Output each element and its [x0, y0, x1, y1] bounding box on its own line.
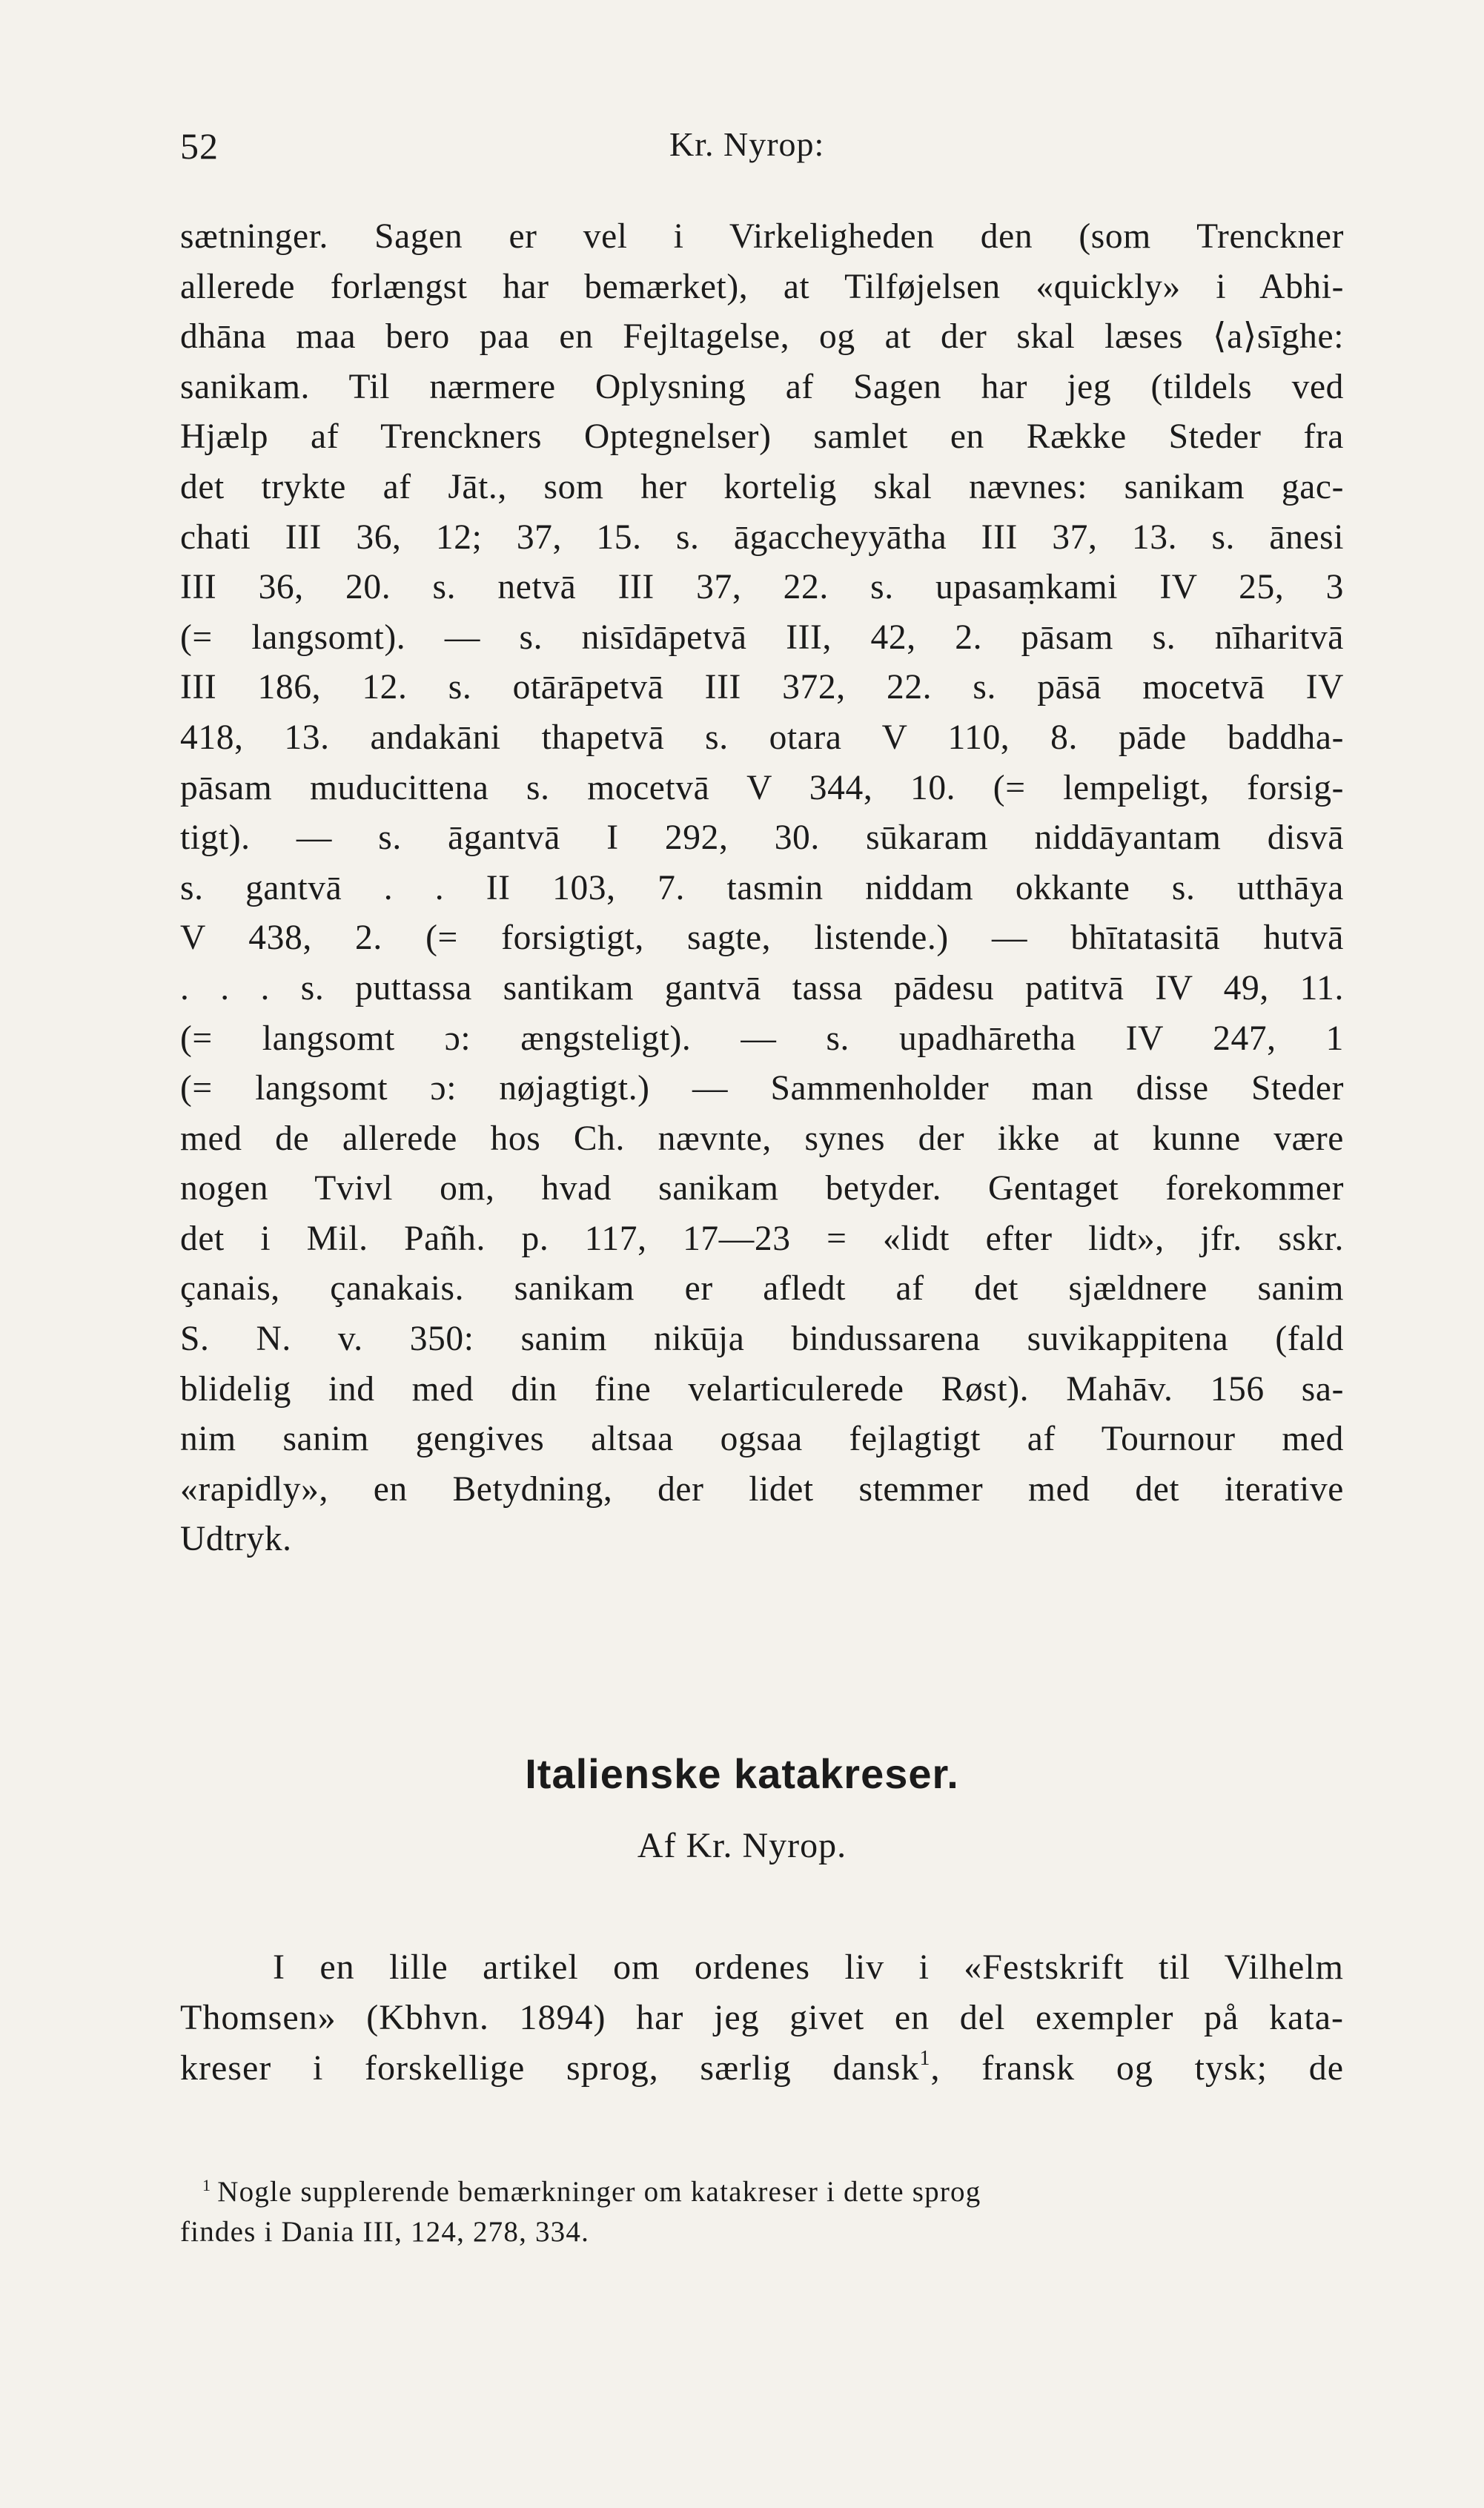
body-line: chati III 36, 12; 37, 15. s. āgaccheyyātha III 37, 13. s. ānesi — [180, 517, 1344, 557]
article-intro — [180, 1942, 1344, 2094]
running-head: Kr. Nyrop: — [669, 125, 825, 163]
intro-line: I en lille artikel om ordenes liv i «Festskrift til Vilhelm — [273, 1948, 1344, 1987]
body-line: det trykte af Jāt., som her kortelig skal nævnes: sanikam gac- — [180, 467, 1344, 506]
body-line: V 438, 2. (= forsigtigt, sagte, listende.) — bhītatasitā hutvā — [180, 919, 1344, 958]
footnote-text: Nogle supplerende bemærkninger om katakreser i dette sprog — [217, 2176, 981, 2208]
page-header — [180, 125, 1342, 176]
intro-line-tail: , fransk og tysk; de — [930, 2048, 1345, 2088]
body-line: tigt). — s. āgantvā I 292, 30. sūkaram niddāyantam disvā — [180, 818, 1344, 858]
page-number: 52 — [180, 125, 219, 167]
body-line: S. N. v. 350: sanim nikūja bindussarena suvikappitena (fald — [180, 1320, 1344, 1359]
body-line: Udtryk. — [180, 1520, 292, 1559]
body-text — [180, 212, 1344, 1565]
footnote-mark: 1 — [202, 2176, 212, 2194]
body-line: nim sanim gengives altsaa ogsaa fejlagtigt af Tournour med — [180, 1420, 1344, 1459]
body-line: nogen Tvivl om, hvad sanikam betyder. Gentaget forekommer — [180, 1169, 1344, 1208]
intro-line: Thomsen» (Kbhvn. 1894) har jeg givet en del exempler på kata- — [180, 1998, 1344, 2037]
body-line: (= langsomt). — s. nisīdāpetvā III, 42, 2. pāsam s. nīharitvā — [180, 618, 1344, 657]
footnote-line — [180, 2172, 1344, 2212]
body-line: 418, 13. andakāni thapetvā s. otara V 110, 8. pāde baddha- — [180, 718, 1344, 757]
footnote-line: findes i Dania III, 124, 278, 334. — [180, 2216, 590, 2248]
body-line: sanikam. Til nærmere Oplysning af Sagen har jeg (tildels ved — [180, 367, 1344, 406]
footnote-reference: 1 — [919, 2047, 931, 2070]
footnote — [180, 2172, 1344, 2252]
body-line: III 186, 12. s. otārāpetvā III 372, 22. s. pāsā mocetvā IV — [180, 668, 1344, 707]
body-line: (= langsomt ɔ: nøjagtigt.) — Sammenholder man disse Steder — [180, 1069, 1344, 1108]
article-title: Italienske katakreser. — [525, 1750, 959, 1797]
body-line: çanais, çanakais. sanikam er afledt af det sjældnere sanim — [180, 1269, 1344, 1308]
body-line: «rapidly», en Betydning, der lidet stemmer med det iterative — [180, 1469, 1344, 1509]
body-line: (= langsomt ɔ: ængsteligt). — s. upadhāretha IV 247, 1 — [180, 1019, 1344, 1058]
body-line: dhāna maa bero paa en Fejltagelse, og at der skal læses ⟨a⟩sīghe: — [180, 317, 1344, 357]
body-line: s. gantvā . . II 103, 7. tasmin niddam okkante s. utthāya — [180, 868, 1344, 907]
body-line: sætninger. Sagen er vel i Virkeligheden den (som Trenckner — [180, 217, 1344, 256]
intro-line-head: kreser i forskellige sprog, særlig dansk — [180, 2048, 920, 2088]
body-line: blidelig ind med din fine velarticulerede Røst). Mahāv. 156 sa- — [180, 1369, 1344, 1409]
body-line: det i Mil. Pañh. p. 117, 17—23 = «lidt efter lidt», jfr. sskr. — [180, 1219, 1344, 1258]
body-line: Hjælp af Trenckners Optegnelser) samlet en Række Steder fra — [180, 417, 1344, 457]
intro-line-with-footnote — [180, 2043, 1344, 2094]
body-line: . . . s. puttassa santikam gantvā tassa pādesu patitvā IV 49, 11. — [180, 968, 1344, 1007]
article-byline: Af Kr. Nyrop. — [637, 1826, 847, 1865]
body-line: III 36, 20. s. netvā III 37, 22. s. upasaṃkami IV 25, 3 — [180, 568, 1344, 607]
body-line: med de allerede hos Ch. nævnte, synes der ikke at kunne være — [180, 1119, 1344, 1158]
body-line: allerede forlængst har bemærket), at Tilføjelsen «quickly» i Abhi- — [180, 267, 1344, 306]
body-line: pāsam muducittena s. mocetvā V 344, 10. (= lempeligt, forsig- — [180, 768, 1344, 807]
